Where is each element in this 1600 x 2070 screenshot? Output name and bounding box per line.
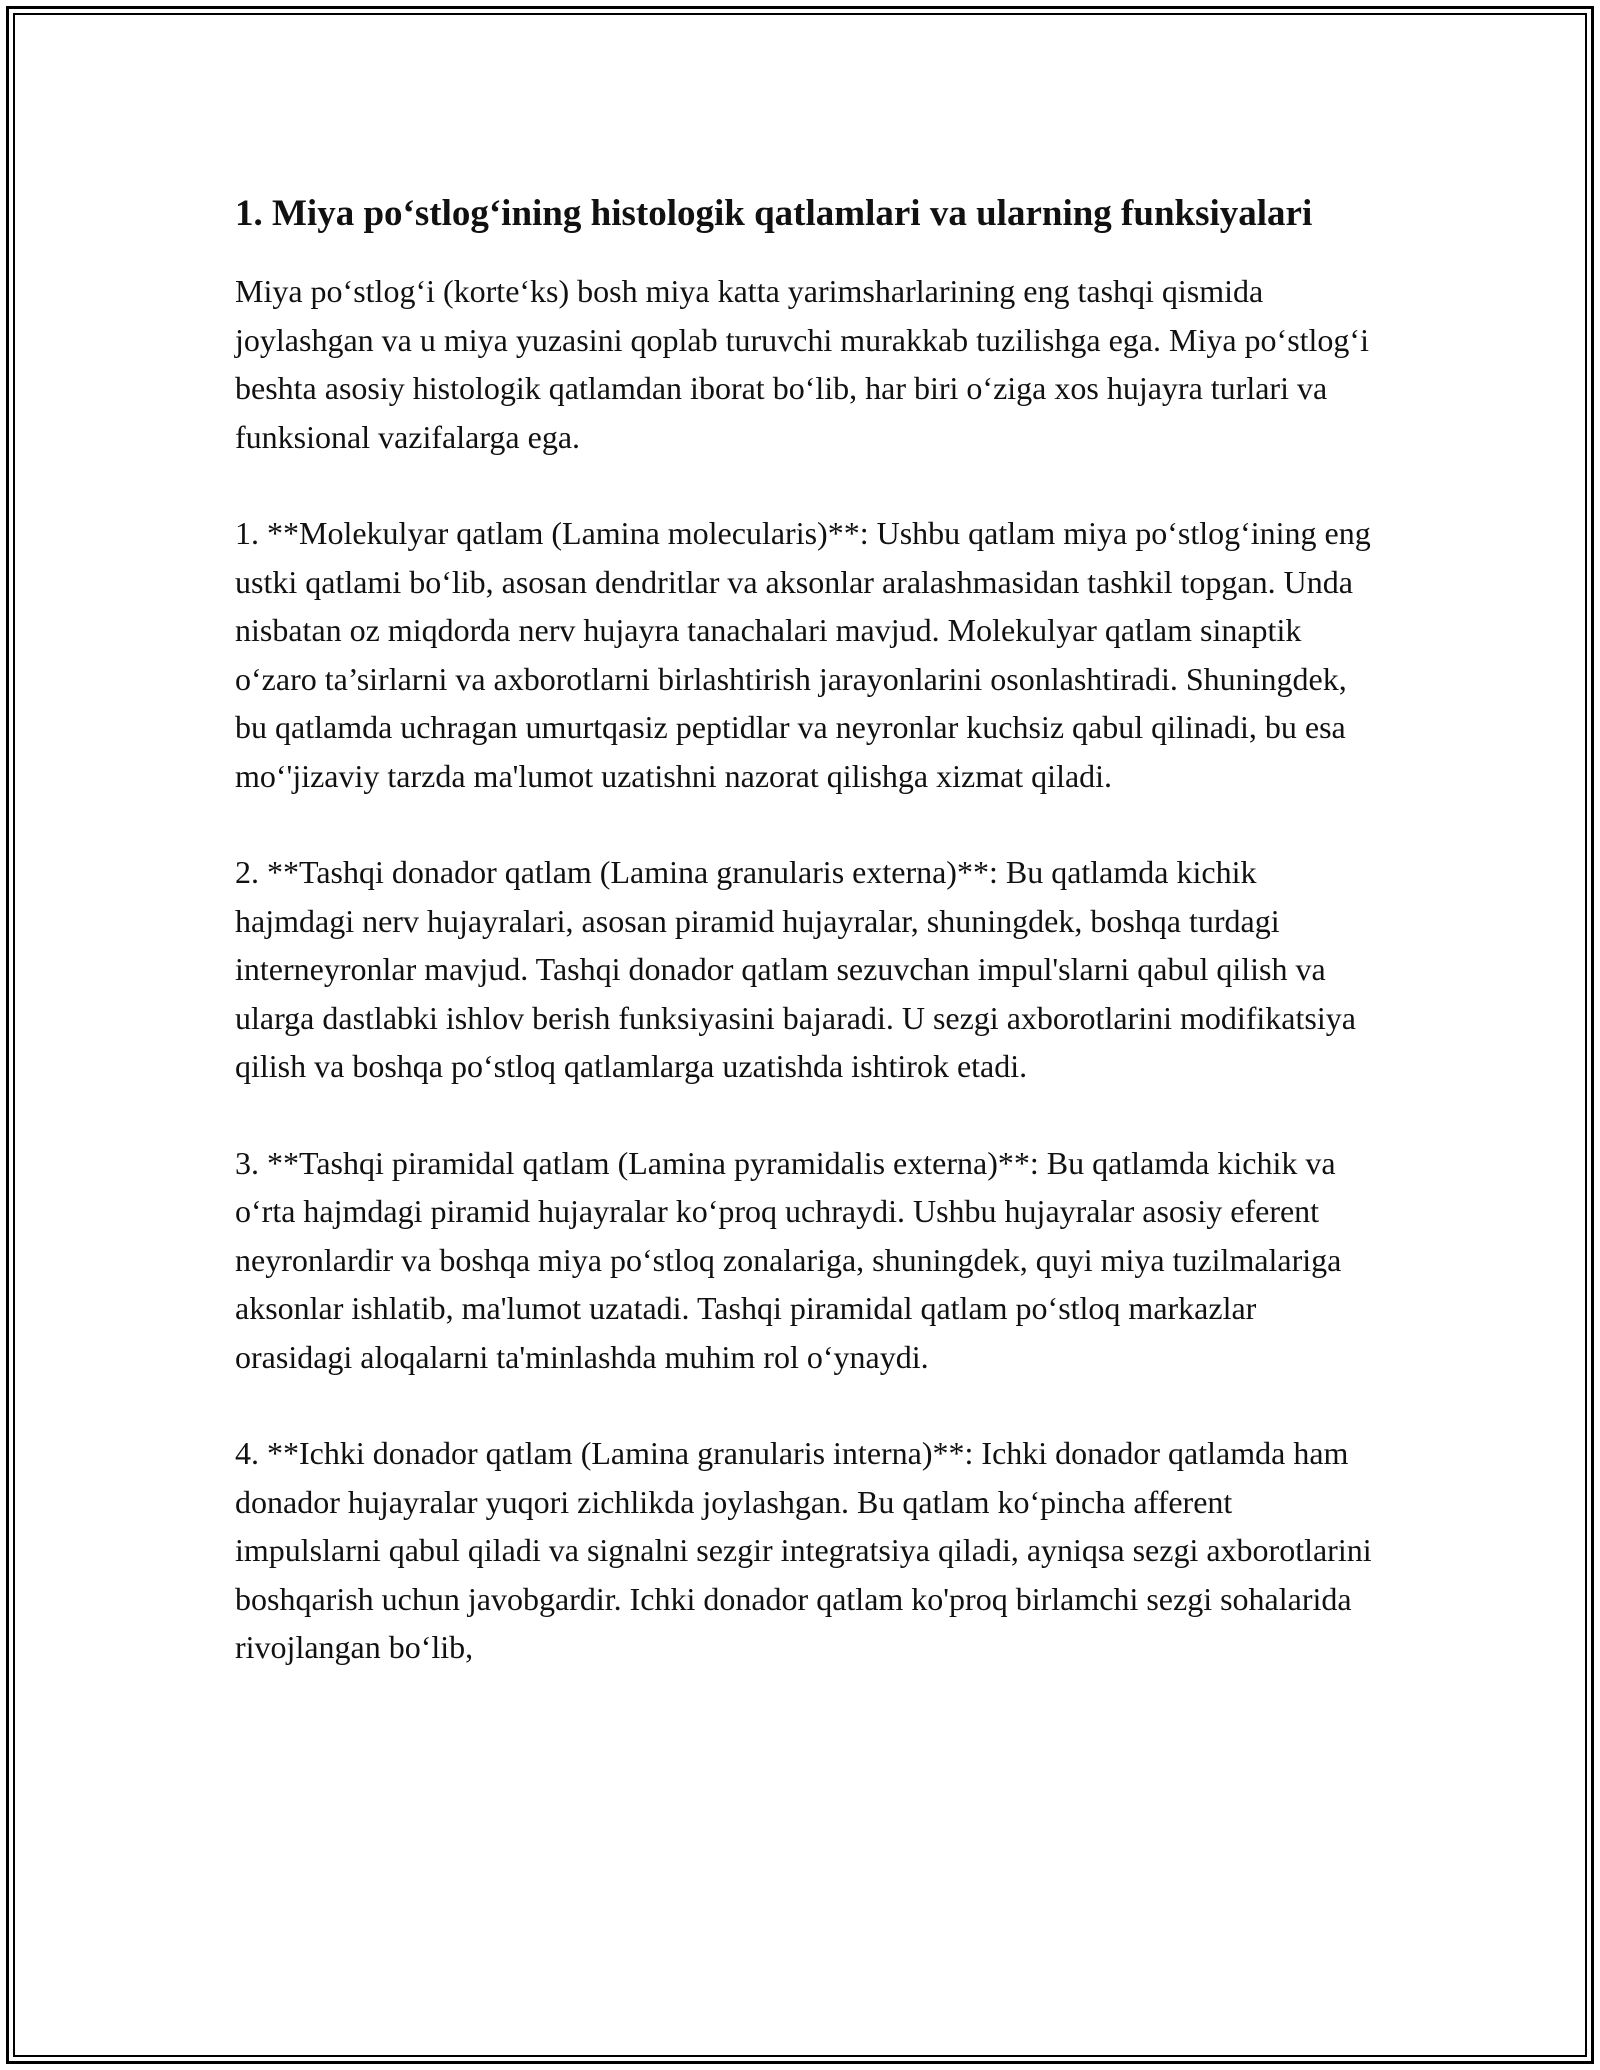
paragraph-molecular-layer: 1. **Molekulyar qatlam (Lamina molecularis)**: Ushbu qatlam miya po‘stlog‘ining eng ustki qatlami bo‘lib, asosan dendritlar va aksonlar aralashmasidan tashkil topgan. Unda nisbatan oz miqdorda nerv hujayra tanachalari mavjud. Molekulyar qatlam sinaptik o‘zaro ta’sirlarni va axborotlarni birlashtirish jarayonlarini osonlashtiradi. Shuningdek, bu qatlamda uchragan umurtqasiz peptidlar va neyronlar kuchsiz qabul qilinadi, bu esa mo‘'jizaviy tarzda ma'lumot uzatishni nazorat qilishga xizmat qiladi. [235,515,1371,794]
paragraph-external-granular-layer: 2. **Tashqi donador qatlam (Lamina granularis externa)**: Bu qatlamda kichik hajmdagi nerv hujayralari, asosan piramid hujayralar, shuningdek, boshqa turdagi interneyronlar mavjud. Tashqi donador qatlam sezuvchan impul'slarni qabul qilish va ularga dastlabki ishlov berish funksiyasini bajaradi. U sezgi axborotlarini modifikatsiya qilish va boshqa po‘stloq qatlamlarga uzatishda ishtirok etadi. [235,854,1356,1084]
intro-paragraph: Miya po‘stlog‘i (korte‘ks) bosh miya katta yarimsharlarining eng tashqi qismida joylashgan va u miya yuzasini qoplab turuvchi murakkab tuzilishga ega. Miya po‘stlog‘i beshta asosiy histologik qatlamdan iborat bo‘lib, har biri o‘ziga xos hujayra turlari va funksional vazifalarga ega. [235,273,1369,455]
document-body [235,186,1375,1720]
paragraph-internal-granular-layer: 4. **Ichki donador qatlam (Lamina granularis interna)**: Ichki donador qatlamda ham donador hujayralar yuqori zichlikda joylashgan. Bu qatlam ko‘pincha afferent impulslarni qabul qiladi va signalni sezgir integratsiya qiladi, ayniqsa sezgi axborotlarini boshqarish uchun javobgardir. Ichki donador qatlam ko'proq birlamchi sezgi sohalarida rivojlangan bo‘lib, [235,1435,1372,1665]
document-title: 1. Miya po‘stlog‘ining histologik qatlamlari va ularning funksiyalari [235,193,1313,234]
paragraph-external-pyramidal-layer: 3. **Tashqi piramidal qatlam (Lamina pyramidalis externa)**: Bu qatlamda kichik va o‘rta hajmdagi piramid hujayralar ko‘proq uchraydi. Ushbu hujayralar asosiy eferent neyronlardir va boshqa miya po‘stloq zonalariga, shuningdek, quyi miya tuzilmalariga aksonlar ishlatib, ma'lumot uzatadi. Tashqi piramidal qatlam po‘stloq markazlar orasidagi aloqalarni ta'minlashda muhim rol o‘ynaydi. [235,1144,1342,1375]
